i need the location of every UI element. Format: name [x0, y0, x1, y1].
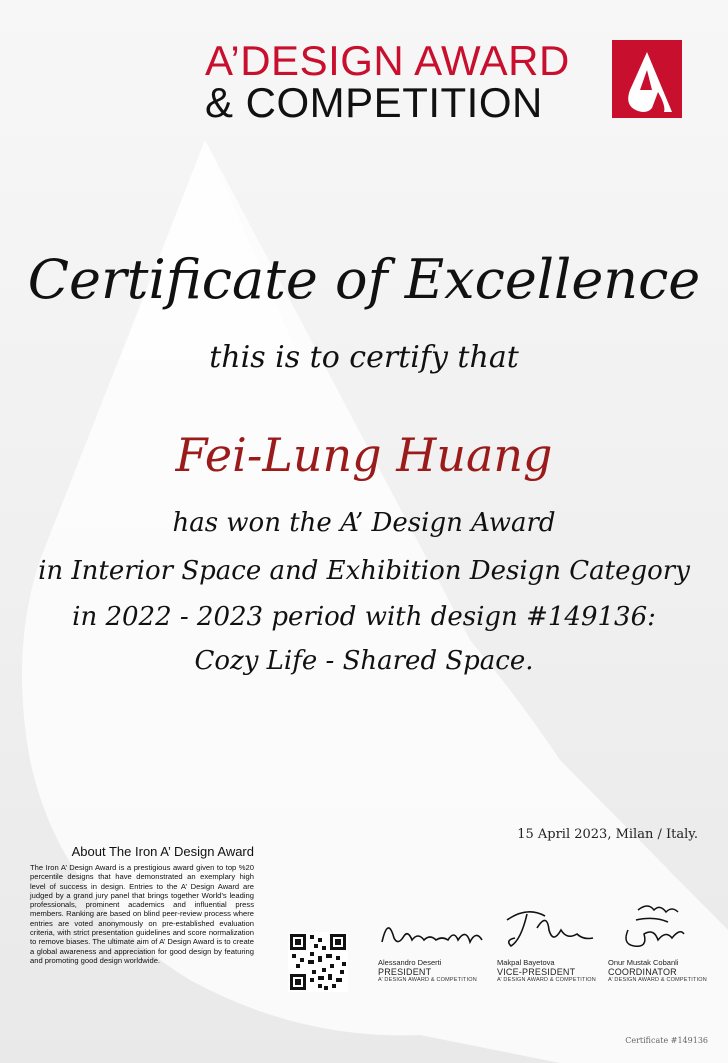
logo-line2: & COMPETITION: [205, 79, 543, 126]
signatory-role: PRESIDENT: [378, 967, 432, 977]
about-text: The Iron A’ Design Award is a prestigious award given to top %20 percentile designs that have demonstrated an exemplary high level of success in design. Entries to the A’ Design Award are judged by a grand jury panel that brings together World’s leading professionals, prominent academics and influential press members. Ranking are based on blind peer-review process where entries are voted anonymously on pre-established evaluation criteria, with strict presentation guidelines and score normalization to remove biases. The ultimate aim of A’ Design Award is to create a global awareness and appreciation for good design by featuring and promoting good design worldwide.: [30, 863, 254, 965]
signatory-role: VICE-PRESIDENT: [497, 967, 576, 977]
signatory-org: A’ DESIGN AWARD & COMPETITION: [608, 977, 707, 983]
certificate-title: Certificate of Excellence: [27, 248, 701, 311]
date-place: 15 April 2023, Milan / Italy.: [517, 827, 698, 842]
signatory-coordinator: [608, 900, 728, 983]
award-line-3: in 2022 - 2023 period with design #149136:: [72, 602, 656, 632]
signatory-org: A’ DESIGN AWARD & COMPETITION: [378, 977, 477, 983]
recipient-name: Fei-Lung Huang: [175, 428, 553, 482]
signatory-name: Makpal Bayetova: [497, 958, 555, 967]
award-line-2: in Interior Space and Exhibition Design Category: [38, 556, 690, 586]
qr-code: [288, 932, 348, 992]
signatory-role: COORDINATOR: [608, 967, 677, 977]
award-line-4: Cozy Life - Shared Space.: [194, 646, 534, 676]
signatory-org: A’ DESIGN AWARD & COMPETITION: [497, 977, 596, 983]
certify-text: this is to certify that: [209, 340, 519, 375]
signature-icon: [608, 900, 718, 956]
signatory-president: [378, 900, 508, 983]
logo-line1: A’DESIGN AWARD: [205, 37, 570, 84]
about-title: About The Iron A’ Design Award: [71, 844, 254, 859]
about-section: [30, 844, 254, 965]
award-line-1: has won the A’ Design Award: [172, 508, 556, 538]
signature-icon: [497, 900, 607, 956]
signatory-name: Onur Mustak Cobanli: [608, 958, 679, 967]
logo-drop-icon: [612, 40, 682, 118]
certificate-number: Certificate #149136: [625, 1036, 708, 1045]
signatory-name: Alessandro Deserti: [378, 958, 442, 967]
signature-icon: [378, 900, 488, 956]
